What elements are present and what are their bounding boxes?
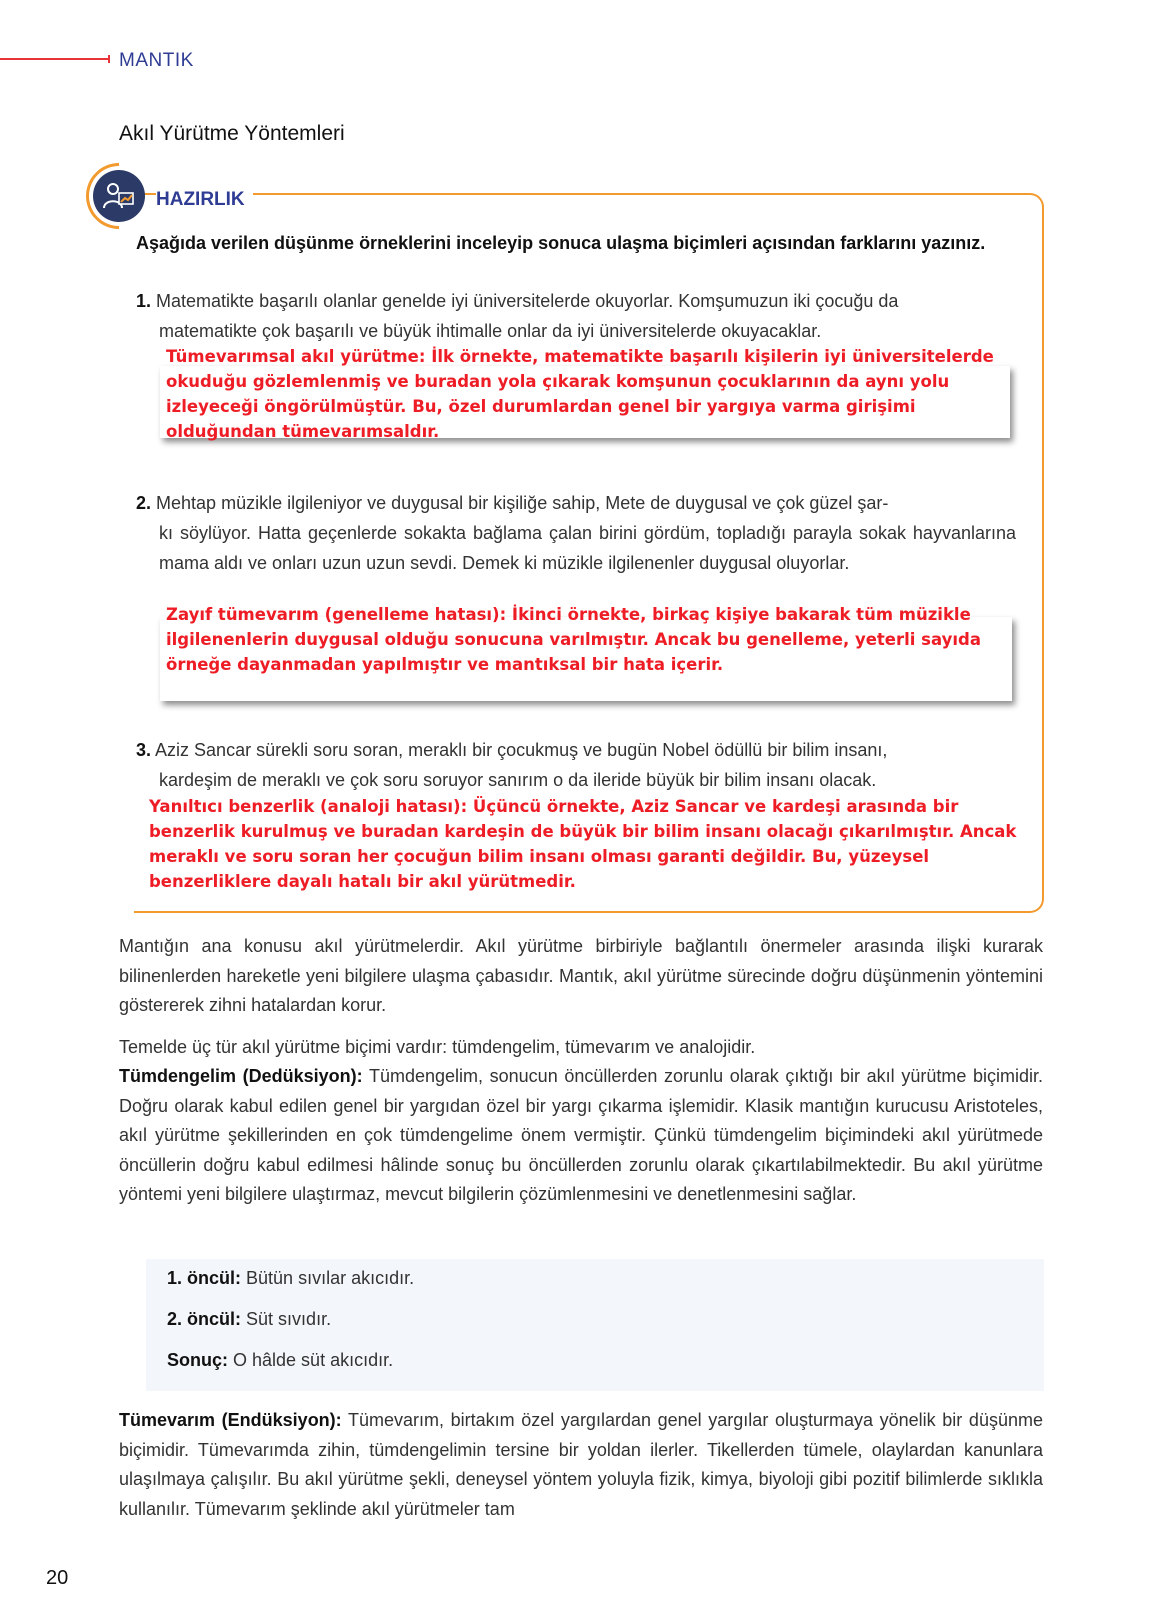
premise-text: Süt sıvıdır.	[246, 1309, 332, 1329]
page-number: 20	[46, 1567, 69, 1589]
induction-text: Tümevarım, birtakım özel yargılardan genel yargılar oluşturmaya yönelik bir düşünme biçimidir. Tümevarımda zihin, tümdengelimin tersine bir yoldan ilerler. Tikellerden tümele, olaylardan kanunlara ulaşılmaya çalışılır. Bu akıl yürütme şekli, deneysel yöntem yoluyla fizik, kimya, biyoloji gibi pozitif bilimlerde sıklıkla kullanılır. Tümevarım şeklinde akıl yürütmeler tam	[119, 1410, 1043, 1519]
item-text-cont: matematikte çok başarılı ve büyük ihtimalle onlar da iyi üniversitelerde okuyacaklar.	[159, 321, 822, 341]
premise-text: Bütün sıvılar akıcıdır.	[246, 1268, 415, 1288]
section-title: Akıl Yürütme Yöntemleri	[119, 122, 345, 145]
deduction-text: Tümdengelim, sonucun öncüllerden zorunlu olarak çıktığı bir akıl yürütme biçimidir. Doğru olarak kabul edilen genel bir yargıdan özel bir yargı çıkarma işlemidir. Klasik mantığın kurucusu Aristoteles, akıl yürütme şekillerinden en çok tümdengelime önem vermiştir. Çünkü tümdengelim biçimindeki akıl yürütmede öncüllerin doğru kabul edilmesi hâlinde sonuç bu öncüllerden zorunlu olarak çıkartılabilmektedir. Bu akıl yürütme yöntemi yeni bilgilere ulaştırmaz, mevcut bilgilerin çözümlenmesini ve denetlenmesini sağlar.	[119, 1066, 1043, 1204]
paragraph-types: Temelde üç tür akıl yürütme biçimi vardır: tümdengelim, tümevarım ve analojidir.	[119, 1037, 756, 1057]
answer-text-1: Tümevarımsal akıl yürütme: İlk örnekte, matematikte başarılı kişilerin iyi üniversitelerde okuduğu gözlemlenmiş ve buradan yola çıkarak komşunun çocuklarının da aynı yolu izleyeceği öngörülmüştür. Bu, özel durumlardan genel bir yargıya varma girişimi olduğundan tümevarımsaldır.	[166, 347, 994, 441]
item-number: 1.	[136, 291, 152, 311]
premise-1	[167, 1268, 414, 1289]
answer-text-2: Zayıf tümevarım (genelleme hatası): İkinci örnekte, birkaç kişiye bakarak tüm müzikle ilgilenenlerin duygusal olduğu sonucuna varılmıştır. Ancak bu genelleme, yeterli sayıda örneğe dayanmadan yapılmıştır ve mantıksal bir hata içerir.	[166, 605, 981, 674]
chapter-title: MANTIK	[119, 50, 194, 71]
item-text: Aziz Sancar sürekli soru soran, meraklı bir çocukmuş ve bugün Nobel ödüllü bir bilim insanı,	[155, 740, 888, 760]
item-text: Matematikte başarılı olanlar genelde iyi üniversitelerde okuyorlar. Komşumuzun iki çocuğu da	[156, 291, 899, 311]
premise-label: 2. öncül:	[167, 1309, 242, 1329]
premise-text: O hâlde süt akıcıdır.	[233, 1350, 394, 1370]
example-item-2	[136, 488, 1016, 578]
premise-2	[167, 1309, 331, 1330]
term-induction: Tümevarım (Endüksiyon):	[119, 1410, 342, 1430]
conclusion	[167, 1350, 393, 1371]
item-text: Mehtap müzikle ilgileniyor ve duygusal bir kişiliğe sahip, Mete de duygusal ve çok güzel şar-	[156, 493, 889, 513]
header-rule-tick	[108, 55, 110, 63]
preparation-label: HAZIRLIK	[156, 189, 253, 211]
premise-label: 1. öncül:	[167, 1268, 242, 1288]
item-text-cont: kı söylüyor. Hatta geçenlerde sokakta bağlama çalan birini gördüm, topladığı parayla sokak hayvanlarına mama aldı ve onları uzun uzun sevdi. Demek ki müzikle ilgilenenler duygusal oluyorlar.	[159, 523, 1016, 573]
item-number: 3.	[136, 740, 152, 760]
example-item-3	[136, 735, 1016, 795]
person-chart-icon	[93, 170, 145, 222]
paragraph-deduction	[119, 1062, 1043, 1210]
item-number: 2.	[136, 493, 152, 513]
header-rule	[0, 58, 110, 60]
preparation-instruction: Aşağıda verilen düşünme örneklerini inceleyip sonuca ulaşma biçimleri açısından farklarını yazınız.	[136, 233, 986, 253]
premise-label: Sonuç:	[167, 1350, 228, 1370]
item-text-cont: kardeşim de meraklı ve çok soru soruyor sanırım o da ileride büyük bir bilim insanı olacak.	[159, 770, 877, 790]
paragraph-intro: Mantığın ana konusu akıl yürütmelerdir. Akıl yürütme birbiriyle bağlantılı önermeler arasında ilişki kurarak bilinenlerden hareketle yeni bilgilere ulaşma çabasıdır. Mantık, akıl yürütme sürecinde doğru düşünmenin yöntemini göstererek zihni hatalardan korur.	[119, 936, 1043, 1015]
answer-text-3: Yanıltıcı benzerlik (analoji hatası): Üçüncü örnekte, Aziz Sancar ve kardeşi arasında bir benzerlik kurulmuş ve buradan kardeşin de büyük bir bilim insanı olacağı çıkarılmıştır. Ancak meraklı ve soru soran her çocuğun bilim insanı olması garanti değildir. Bu, yüzeysel benzerliklere dayalı hatalı bir akıl yürütmedir.	[149, 797, 1017, 891]
term-deduction: Tümdengelim (Dedüksiyon):	[119, 1066, 363, 1086]
paragraph-induction	[119, 1406, 1043, 1524]
example-item-1	[136, 286, 1016, 346]
